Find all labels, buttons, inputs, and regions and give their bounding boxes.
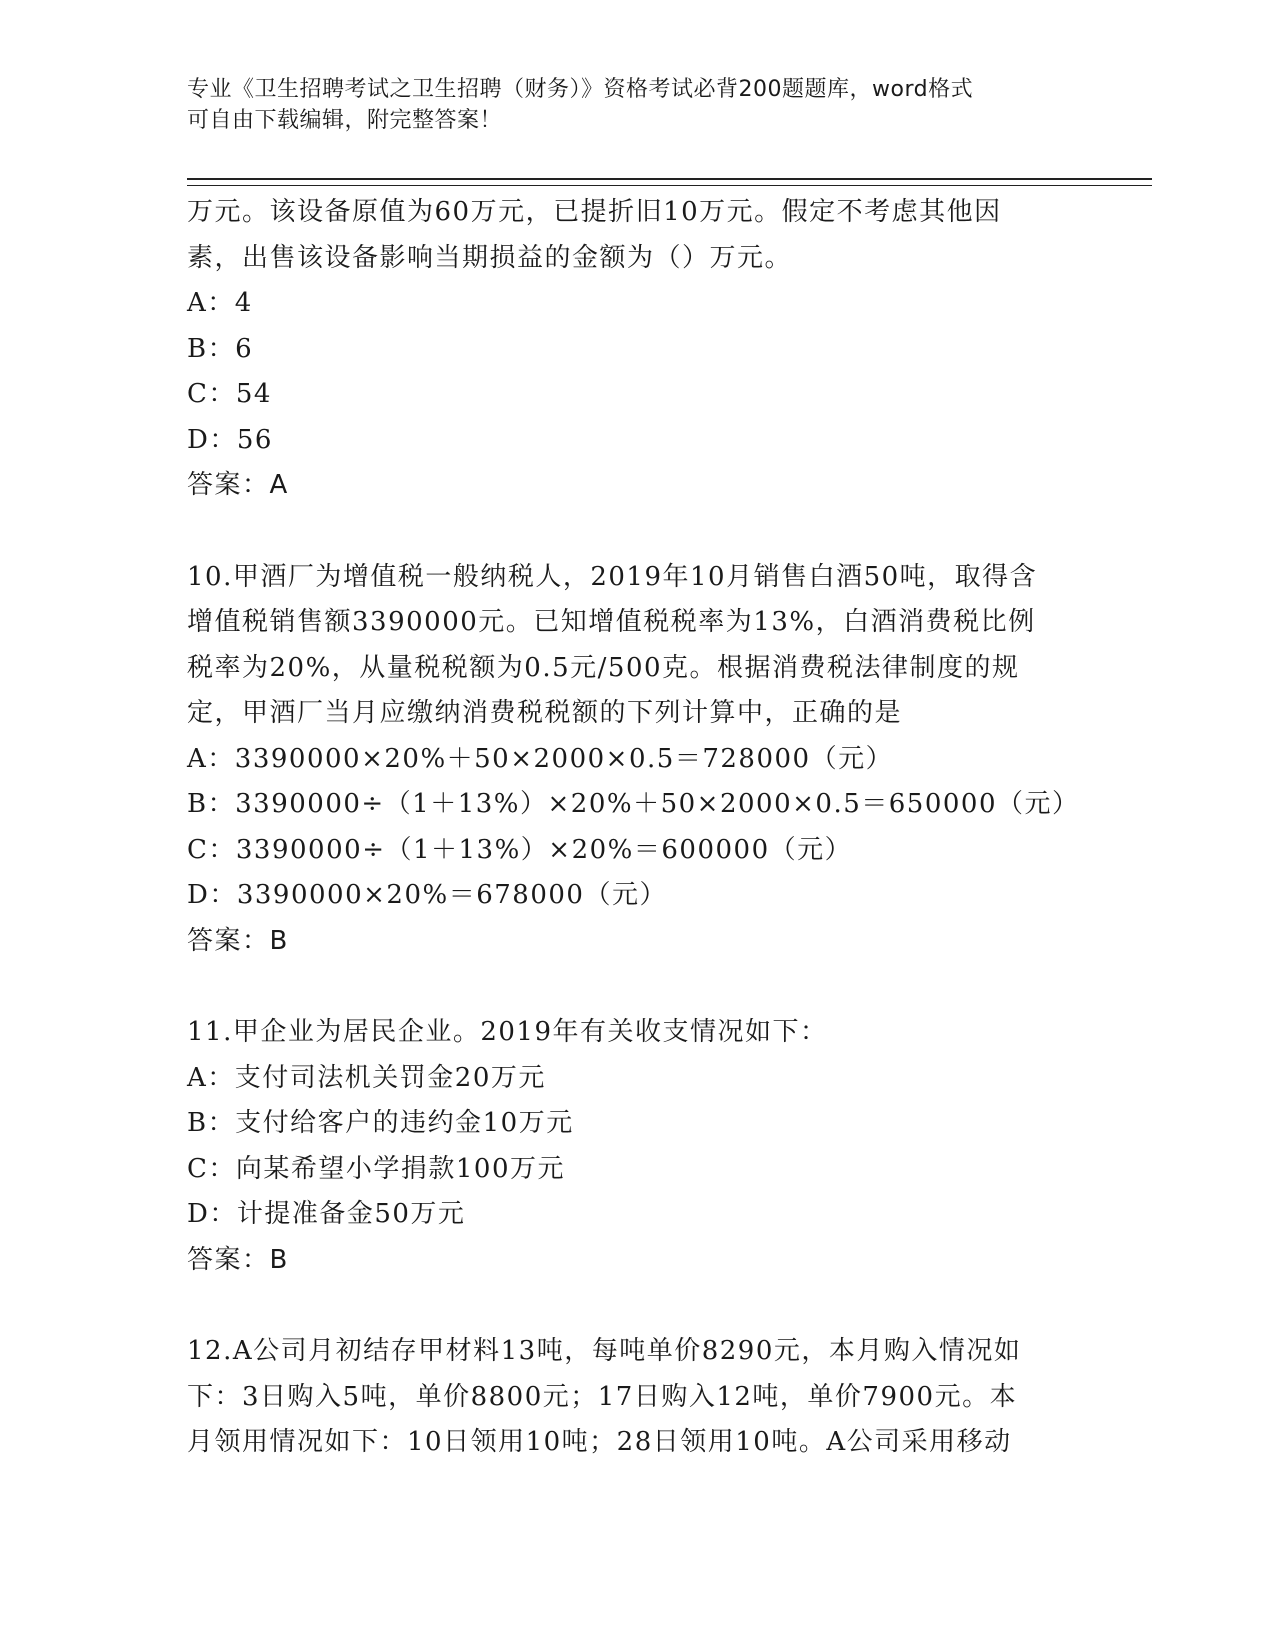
question-stem-line: 月领用情况如下：10日领用10吨；28日领用10吨。A公司采用移动 (187, 1427, 1012, 1457)
question-stem-line: 12.A公司月初结存甲材料13吨，每吨单价8290元，本月购入情况如 (187, 1336, 1022, 1366)
header-line-1: 专业《卫生招聘考试之卫生招聘（财务）》资格考试必背200题题库，word格式 (187, 77, 974, 102)
option-c: C：54 (187, 379, 272, 409)
option-d: D：56 (187, 424, 273, 455)
option-d: D：计提准备金50万元 (187, 1199, 466, 1229)
question-12 (187, 1329, 1087, 1466)
document-body (187, 190, 1087, 1466)
header-divider-thin (187, 185, 1152, 186)
question-spacer (187, 509, 1087, 555)
option-c: C：3390000÷（1＋13%）×20%＝600000（元） (187, 834, 853, 865)
question-spacer (187, 964, 1087, 1010)
header-line-2: 可自由下载编辑，附完整答案！ (187, 108, 503, 133)
question-stem-line: 增值税销售额3390000元。已知增值税税率为13%，白酒消费税比例 (187, 607, 1036, 637)
question-stem-line: 定，甲酒厂当月应缴纳消费税税额的下列计算中，正确的是 (187, 698, 903, 728)
question-stem-line: 下：3日购入5吨，单价8800元；17日购入12吨，单价7900元。本 (187, 1381, 1018, 1412)
option-b: B：3390000÷（1＋13%）×20%＋50×2000×0.5＝650000（元） (187, 789, 1080, 819)
question-stem-line: 万元。该设备原值为60万元，已提折旧10万元。假定不考虑其他因 (187, 197, 1002, 227)
option-b: B：支付给客户的违约金10万元 (187, 1108, 574, 1138)
question-stem-line: 11.甲企业为居民企业。2019年有关收支情况如下： (187, 1017, 828, 1047)
header-divider-thick (187, 178, 1152, 180)
option-a: A：3390000×20%＋50×2000×0.5＝728000（元） (187, 743, 894, 774)
answer: 答案：A (187, 470, 289, 500)
document-header (187, 74, 1087, 136)
question-spacer (187, 1283, 1087, 1329)
question-stem-line: 素，出售该设备影响当期损益的金额为（）万元。 (187, 242, 793, 273)
option-b: B：6 (187, 333, 254, 364)
question-11 (187, 1010, 1087, 1283)
question-10 (187, 555, 1087, 965)
answer: 答案：B (187, 1244, 289, 1275)
question-stem-line: 10.甲酒厂为增值税一般纳税人，2019年10月销售白酒50吨，取得含 (187, 561, 1038, 592)
answer: 答案：B (187, 925, 289, 956)
option-c: C：向某希望小学捐款100万元 (187, 1153, 566, 1184)
question-9 (187, 190, 1087, 509)
question-stem-line: 税率为20%，从量税税额为0.5元/500克。根据消费税法律制度的规 (187, 652, 1020, 683)
option-a: A：支付司法机关罚金20万元 (187, 1062, 546, 1093)
option-d: D：3390000×20%＝678000（元） (187, 880, 667, 910)
option-a: A：4 (187, 288, 253, 318)
